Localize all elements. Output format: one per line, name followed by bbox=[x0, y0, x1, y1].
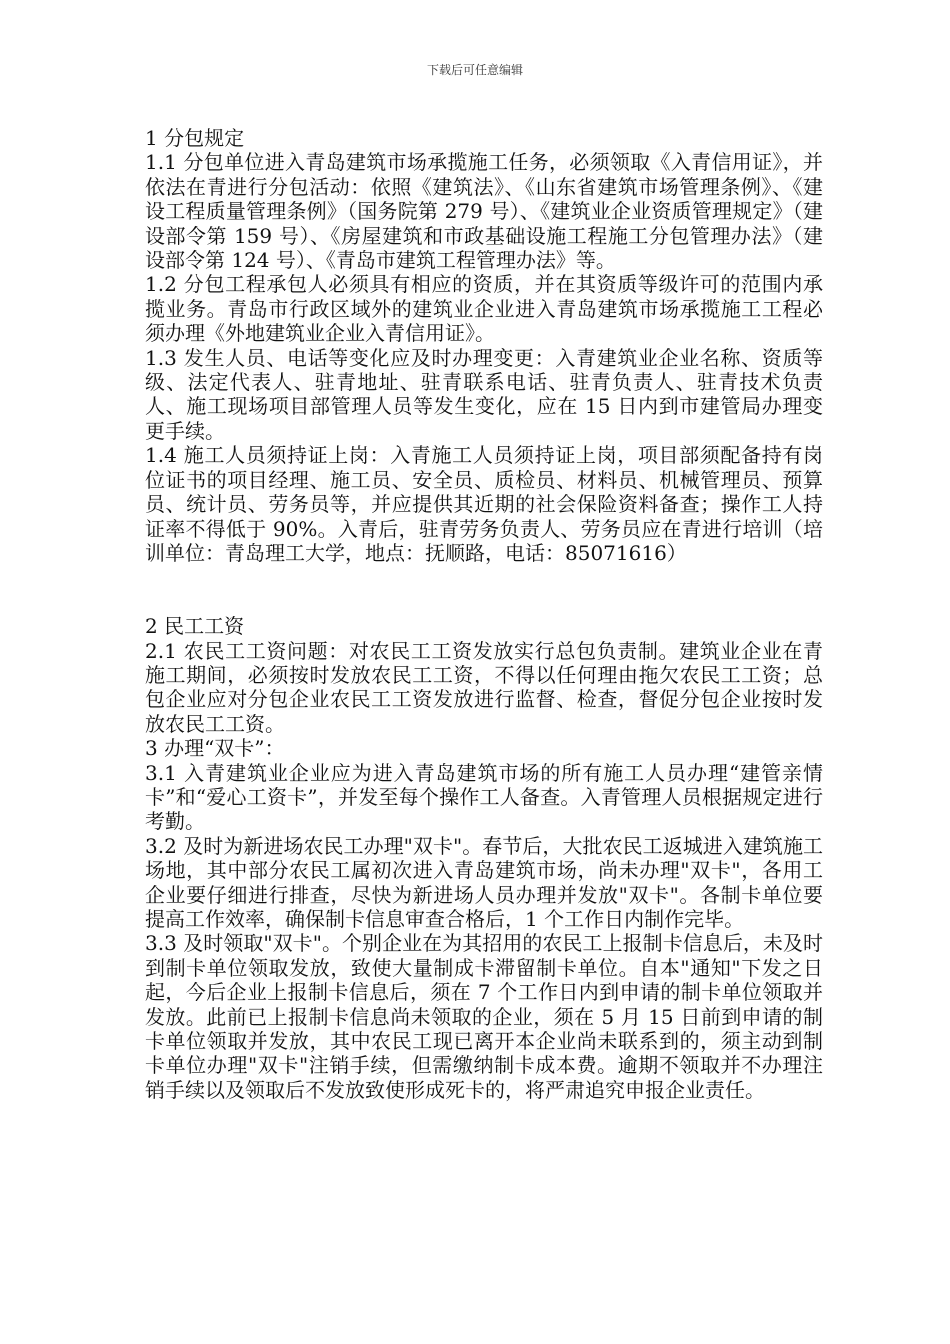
document-body bbox=[145, 126, 823, 1102]
paragraph-3-3: 3.3 及时领取"双卡"。个别企业在为其招用的农民工上报制卡信息后，未及时到制卡单位领取发放，致使大量制成卡滞留制卡单位。自本"通知"下发之日起，今后企业上报制卡信息后，须在 7 个工作日内到申请的制卡单位领取并发放。此前已上报制卡信息尚未领取的企业，须在 5 月 15 日前到申请的制卡单位领取并发放，其中农民工现已离开本企业尚未联系到的，须主动到制卡单位办理"双卡"注销手续，但需缴纳制卡成本费。逾期不领取并不办理注销手续以及领取后不发放致使形成死卡的，将严肃追究申报企业责任。 bbox=[145, 931, 823, 1102]
paragraph-1-2: 1.2 分包工程承包人必须具有相应的资质，并在其资质等级许可的范围内承揽业务。青岛市行政区域外的建筑业企业进入青岛建筑市场承揽施工工程必须办理《外地建筑业企业入青信用证》。 bbox=[145, 272, 823, 346]
section-heading-double-card: 3 办理“双卡”： bbox=[145, 736, 285, 761]
paragraph-1-3: 1.3 发生人员、电话等变化应及时办理变更：入青建筑业企业名称、资质等级、法定代表人、驻青地址、驻青联系电话、驻青负责人、驻青技术负责人、施工现场项目部管理人员等发生变化，应在 15 日内到市建管局办理变更手续。 bbox=[145, 345, 823, 443]
paragraph-1-1: 1.1 分包单位进入青岛建筑市场承揽施工任务，必须领取《入青信用证》，并依法在青进行分包活动：依照《建筑法》、《山东省建筑市场管理条例》、《建设工程质量管理条例》（国务院第 279 号）、《建筑业企业资质管理规定》（建设部令第 159 号）、《房屋建筑和市政基础设施工程施工分包管理办法》（建设部令第 124 号）、《青岛市建筑工程管理办法》等。 bbox=[145, 150, 823, 273]
page-header-note: 下载后可任意编辑 bbox=[426, 63, 523, 77]
section-heading-subcontract: 1 分包规定 bbox=[145, 126, 245, 150]
paragraph-2-1: 2.1 农民工工资问题：对农民工工资发放实行总包负责制。建筑业企业在青施工期间，必须按时发放农民工工资，不得以任何理由拖欠农民工工资；总包企业应对分包企业农民工工资发放进行监督、检查，督促分包企业按时发放农民工工资。 bbox=[145, 638, 823, 736]
paragraph-1-4: 1.4 施工人员须持证上岗：入青施工人员须持证上岗，项目部须配备持有岗位证书的项目经理、施工员、安全员、质检员、材料员、机械管理员、预算员、统计员、劳务员等，并应提供其近期的社会保险资料备查；操作工人持证率不得低于 90%。入青后，驻青劳务负责人、劳务员应在青进行培训（培训单位：青岛理工大学，地点：抚顺路，电话：85071616） bbox=[145, 443, 823, 565]
section-spacer bbox=[145, 565, 823, 614]
paragraph-3-1: 3.1 入青建筑业企业应为进入青岛建筑市场的所有施工人员办理“建管亲情卡”和“爱心工资卡”，并发至每个操作工人备查。入青管理人员根据规定进行考勤。 bbox=[145, 760, 823, 834]
paragraph-3-2: 3.2 及时为新进场农民工办理"双卡"。春节后，大批农民工返城进入建筑施工场地，其中部分农民工属初次进入青岛建筑市场，尚未办理"双卡"，各用工企业要仔细进行排查，尽快为新进场人员办理并发放"双卡"。各制卡单位要提高工作效率，确保制卡信息审查合格后，1 个工作日内制作完毕。 bbox=[145, 833, 823, 931]
section-heading-wages: 2 民工工资 bbox=[145, 614, 245, 639]
